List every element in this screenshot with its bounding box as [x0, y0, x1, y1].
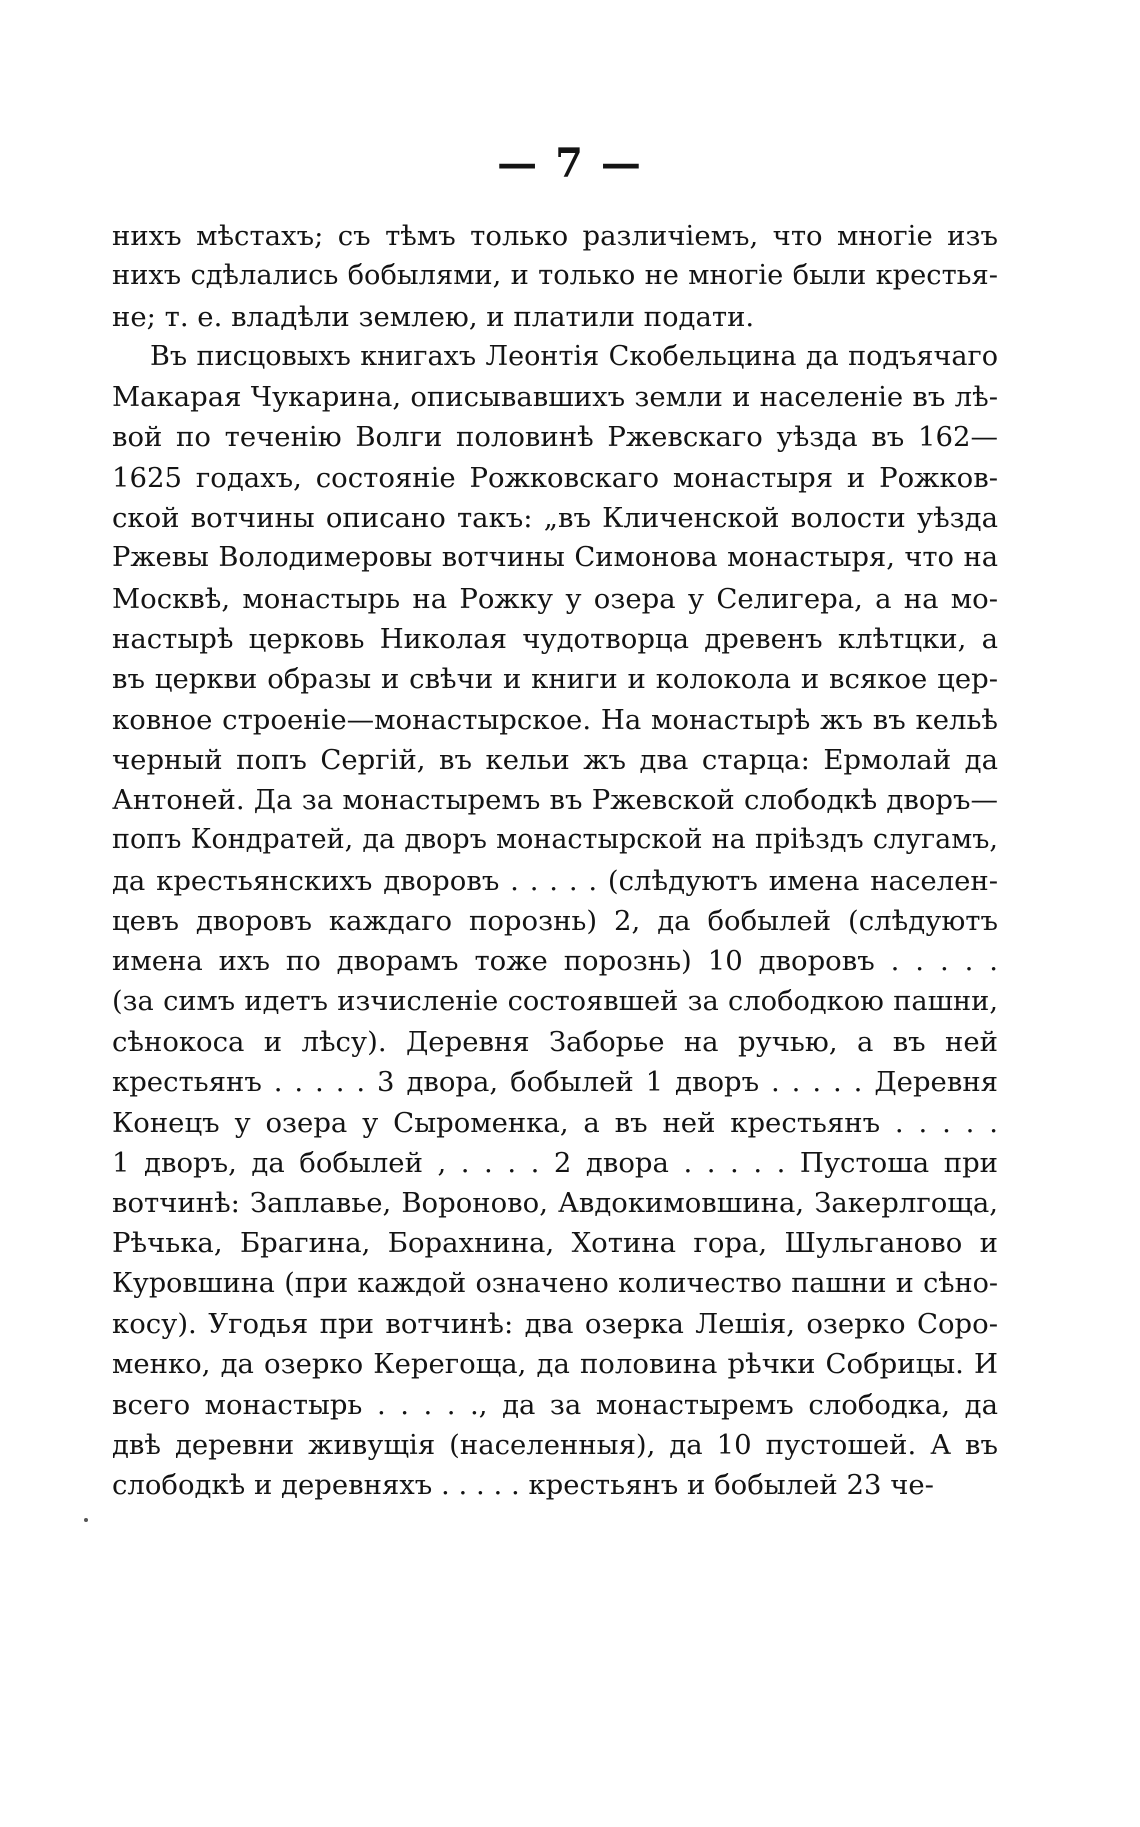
- text-line: Рѣчька, Брагина, Борахнина, Хотина гора, Шульганово и: [112, 1227, 998, 1260]
- text-line: вотчинѣ: Заплавье, Вороново, Авдокимовшина, Закерлгоща,: [112, 1187, 998, 1220]
- text-line: Куровшина (при каждой означено количество пашни и сѣно-: [112, 1267, 998, 1299]
- text-line: всего монастырь . . . . ., да за монастыремъ слободка, да: [112, 1388, 998, 1421]
- text-line: сѣнокоса и лѣсу). Деревня Заборье на ручью, а въ ней: [112, 1025, 998, 1058]
- text-line: двѣ деревни живущія (населенныя), да 10 пустошей. А въ: [112, 1428, 998, 1461]
- text-line: нихъ мѣстахъ; съ тѣмъ только различіемъ, что многіе изъ: [112, 220, 998, 252]
- text-line: цевъ дворовъ каждаго порознь) 2, да бобылей (слѣдуютъ: [112, 905, 998, 938]
- text-line: Москвѣ, монастырь на Рожку у озера у Селигера, а на мо-: [112, 582, 998, 615]
- ink-speck: [84, 1518, 88, 1522]
- text-line: крестьянъ . . . . . 3 двора, бобылей 1 дворъ . . . . . Деревня: [112, 1066, 998, 1099]
- text-line: настырѣ церковь Николая чудотворца древенъ клѣтцки, а: [112, 622, 998, 655]
- text-line: имена ихъ по дворамъ тоже порознь) 10 дворовъ . . . . .: [112, 945, 998, 978]
- text-line: черный попъ Сергій, въ кельи жъ два старца: Ермолай да: [112, 743, 998, 776]
- text-line: въ церкви образы и свѣчи и книги и колокола и всякое цер-: [112, 663, 998, 696]
- text-line: да крестьянскихъ дворовъ . . . . . (слѣдуютъ имена населен-: [112, 864, 998, 897]
- text-line: Макарая Чукарина, описывавшихъ земли и населеніе въ лѣ-: [112, 381, 998, 414]
- text-line: ской вотчины описано такъ: „въ Кличенской волости уѣзда: [112, 502, 998, 535]
- text-line: не; т. е. владѣли землею, и платили подати.: [112, 300, 755, 333]
- text-line: слободкѣ и деревняхъ . . . . . крестьянъ и бобылей 23 че-: [112, 1469, 934, 1502]
- text-line: попъ Кондратей, да дворъ монастырской на пріѣздъ слугамъ,: [112, 824, 998, 856]
- text-line: 1625 годахъ, состояніе Рожковскаго монастыря и Рожков-: [112, 461, 998, 494]
- text-line: Антоней. Да за монастыремъ въ Ржевской слободкѣ дворъ—: [112, 784, 998, 817]
- text-line: менко, да озерко Керегоща, да половина рѣчки Собрицы. И: [112, 1348, 998, 1381]
- text-line: ковное строеніе—монастырское. На монастырѣ жъ въ кельѣ: [112, 703, 998, 736]
- text-line: Конецъ у озера у Сыроменка, а въ ней крестьянъ . . . . .: [112, 1106, 998, 1139]
- text-line: (за симъ идетъ изчисленіе состоявшей за слободкою пашни,: [112, 985, 998, 1017]
- page-number: — 7 —: [497, 140, 643, 187]
- text-line: Ржевы Володимеровы вотчины Симонова монастыря, что на: [112, 542, 998, 574]
- text-line: нихъ сдѣлались бобылями, и только не многіе были крестья-: [112, 260, 998, 292]
- body-text: [112, 216, 998, 1506]
- text-line: Въ писцовыхъ книгахъ Леонтія Скобельцина да подъячаго: [150, 340, 998, 372]
- text-line: вой по теченію Волги половинѣ Ржевскаго уѣзда въ 162—: [112, 421, 998, 454]
- text-line: косу). Угодья при вотчинѣ: два озерка Лешія, озерко Соро-: [112, 1308, 998, 1341]
- text-line: 1 дворъ, да бобылей , . . . . 2 двора . . . . . Пустоша при: [112, 1146, 998, 1179]
